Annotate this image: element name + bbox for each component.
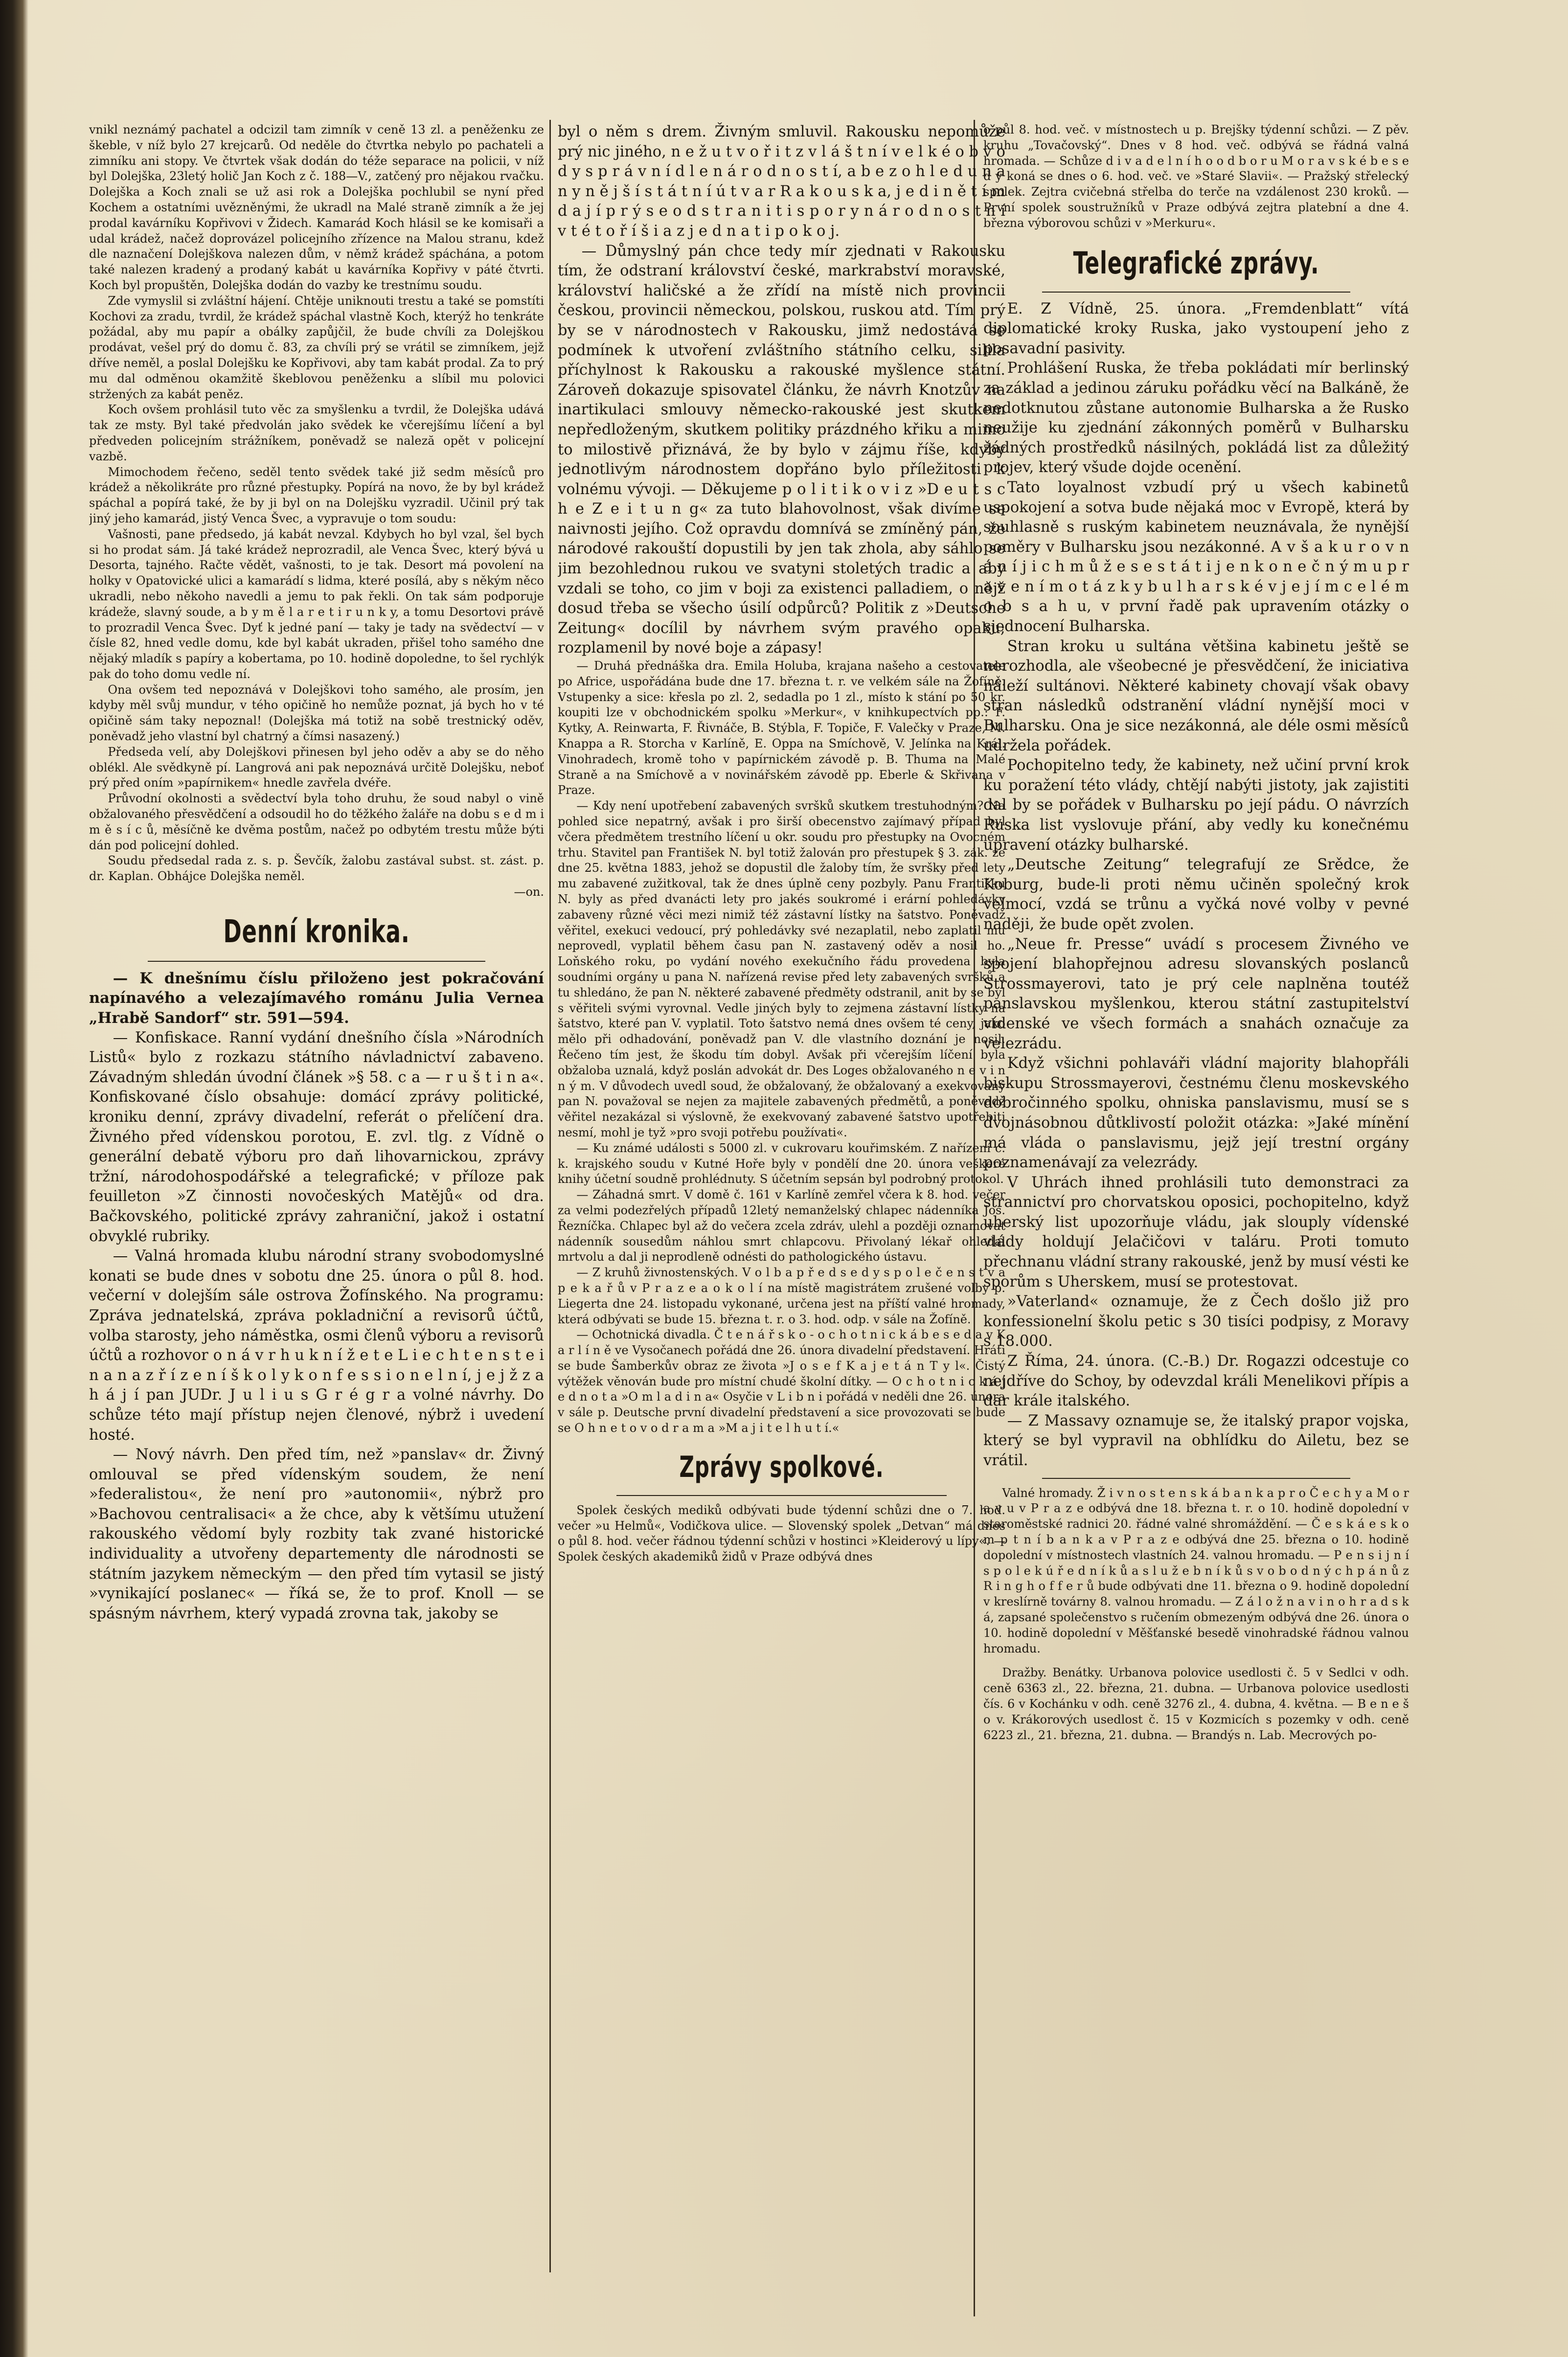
column-rule: [549, 120, 551, 2272]
announcements: [983, 1486, 1409, 1744]
news-item: Tato loyalnost vzbudí prý u všech kabinetů uspokojení a sotva bude nějaká moc v Evropě, která by souhlasně s ruským kabinetem neuznávala, že nynější poměry v Bulharsku jsou nezákonné. A v š a k u r o v n á n í j i c h m ů ž e s e s t á t i j e n k o n e č n ý m u p r a v e n í m o t á z k y b u l h a r s k é v j e j í m c e l é m o b s a h u, v první řadě pak upravením otázky o sjednocení Bulharska.: [983, 478, 1409, 635]
news-item: byl o něm s drem. Živným smluvil. Rakousku nepomůže prý nic jiného, n e ž u t v o ř i t z v l á š t n í v e l k é o b v o d y s p r á v n í d l e n á r o d n o s t í, a b e z o h l e d u n a n y n ě j š í s t á t n í ú t v a r R a k o u s k a, j e d i n ě t í m d a j í p r ý s e o d s t r a n i t i s p o r y n á r o d n o s t n í v t é t o ř í š i a z j e d n a t i p o k o j.: [558, 123, 1005, 240]
article-paragraph: Vašnosti, pane předsedo, já kabát nevzal. Kdybych ho byl vzal, šel bych si ho prodat sám. Já také krádež neprozradil, ale Venca Švec, který bývá u Desorta, tajného. Račte vědět, vašnosti, to je tak. Desort má povolení na holky v Opatovické ulici a kamarádí s lidma, které posílá, aby s někým něco ukradli, nebo někoho navedli a jemu to pak řekli. On tak sám podporuje krádeže, slavný soude, a b y m ě l a r e t i r u n k y, a tomu Desortovi právě to prozradil Venca Švec. Dyť k jedné paní — taky je tady na svědectví — v čísle 82, hned vedle domu, kde byl kabát ukraden, přišel toho samého dne nějaký mladík s papíry a kobertama, po 10. hodině dopoledne, to šel rychlýk pak do toho domu vedle ní.: [89, 527, 544, 681]
court-report: [89, 122, 544, 900]
author-signoff: —on.: [514, 885, 544, 899]
society-news-continuation: [983, 122, 1409, 231]
news-item: Valné hromady. Ž i v n o s t e n s k á b a n k a p r o Č e c h y a M o r a v u v P r a z e odbývá dne 18. března t. r. o 10. hodině dopolední v staroměstské radnici 20. řádné valné shromáždění. — Č e s k á e s k o m p t n í b a n k a v P r a z e odbývá dne 25. března o 10. hodině dopolední v místnostech vlastních 24. valnou hromadu. — P e n s i j n í s p o l e k ú ř e d n í k ů a s l u ž e b n í k ů s v o b o d n ý c h p á n ů z R i n g h o f f e r ů bude odbývati dne 11. března o 9. hodině dopolední v kreslírně továrny 8. valnou hromadu. — Z á l o ž n a v i n o h r a d s k á, zapsané společenstvo s ručením obmezeným odbývá dne 26. února o 10. hodině dopolední v Měšťanské besedě vinohradské řádnou valnou hromadu.: [983, 1486, 1409, 1655]
news-item: Prohlášení Ruska, že třeba pokládati mír berlinský za základ a jedinou záruku pořádku věcí na Balkáně, že nedotknutou zůstane autonomie Bulharska a že Rusko neužije ku zjednání zákonných poměrů v Bulharsku žádných prostředků násilných, pokládá list za důležitý projev, který všude dojde ocenění.: [983, 360, 1409, 476]
section-divider: [1042, 1478, 1350, 1479]
society-news: [558, 1503, 1005, 1565]
news-item: — Nový návrh. Den před tím, než »panslav« dr. Živný omlouval se před vídenským soudem, že není »federalistou«, že není pro »autonomii«, nýbrž pro »Bachovou centralisaci« a že chce, aby k většímu utužení rakouského vědomí byly rozbity tak zvané historické individuality a utvořeny departementy dle národnosti se státním jazykem německým — den před tím vytasil se jistý »vynikající poslanec« — říká se, že to prof. Knoll — se spásným návrhem, který vypadá zrovna tak, jakoby se: [89, 1446, 544, 1622]
politics-continuation: [558, 122, 1005, 658]
news-item: — Kdy není upotřebení zabavených svršků skutkem trestuhodným? Na pohled sice nepatrný, avšak i pro širší obecenstvo zajímavý případ byl včera předmětem trestního líčení u okr. soudu pro přestupky na Ovocném trhu. Stavitel pan František N. byl totiž žalován pro přestupek § 3. zák. ze dne 25. května 1883, jehož se dopustil dle žaloby tím, že svršky před lety mu zabavené zužitkoval, tak že dnes úplně ceny pozbyly. Panu Františku N. byly as před dvanácti lety pro jakés soukromé i erární pohledávky zabaveny různé věci mezi nimiž též zástavní lístky na šatstvo. Poněvadž věřitel, exekuci vedoucí, prý pohledávky své nezaplatil, nebo zaplatil mu neprovedl, vyplatil během času pan N. zastavený oděv a nosil ho. Loňského roku, po vydání nového exekučního řádu provedena byla soudními orgány u pana N. nařízená revise před lety zabavených svršků a tu shledáno, že pan N. některé zabavené předměty odstranil, anit by se byl s věřiteli svými vyrovnal. Vedle jiných byly to zejmena zástavní lístky na šatstvo, které pan V. vyplatil. Toto šatstvo nemá dnes ovšem té ceny, jako mělo při odhadování, poněvadž pan V. dle vlastního doznání je nosil. Řečeno tím jest, že škodu tím dobyl. Avšak při včerejším líčení byla obžaloba uznalá, když poslán advokát dr. Des Loges obžalovaného n e v i n n ý m. V důvodech uvedl soud, že obžalovaný, že obžalovaný a exekvovaný pan N. považoval se nejen za majitele zabavených předmětů, a poněvadž věřitel nezakázal si výslovně, že exekvovaný zabavené šatstvo upotřebiti nesmí, mohl je tyž »pro svoji potřebu používati«.: [558, 799, 1005, 1139]
section-divider: [148, 961, 485, 962]
section-heading-zpravy-spolkove: Zprávy spolkové.: [679, 1450, 884, 1484]
spacer: [983, 1656, 1409, 1665]
article-paragraph: Soudu předsedal rada z. s. p. Ševčík, žalobu zastával subst. st. zást. p. dr. Kaplan. Obhájce Dolejška neměl.: [89, 854, 544, 884]
article-paragraph: Koch ovšem prohlásil tuto věc za smyšlenku a tvrdil, že Dolejška udává tak ze msty. Byl také předvolán jako svědek ke včerejšímu líčení a byl předveden policejním strážníkem, poněvadž se naleză opět v policejní vazbě.: [89, 403, 544, 463]
news-item: »Vaterland« oznamuje, že z Čech došlo již pro konfessionelní školu petic s 30 tisíci podpisy, z Moravy s 18.000.: [983, 1293, 1409, 1350]
news-item: — Záhadná smrt. V domě č. 161 v Karlíně zemřel včera k 8. hod. večer za velmi podezřelých případů 12letý nemanželský chlapec nádenníka Jos. Řezníčka. Chlapec byl až do večera zcela zdráv, ulehl a později oznamovat nádenník sousedům náhlou smrt chlapcovu. Přivolaný lékař ohledal mrtvolu a dal ji neprodleně odnésti do pathologického ústavu.: [558, 1188, 1005, 1264]
news-item: Z Říma, 24. února. (C.-B.) Dr. Rogazzi odcestuje co nejdříve do Schoy, by odevzdal králi Menelikovi přípis a dar krále italského.: [983, 1353, 1409, 1410]
news-item: Spolek českých mediků odbývati bude týdenní schůzi dne o 7. hod. večer »u Helmů«, Vodičkova ulice. — Slovenský spolek „Detvan“ má dnes o půl 8. hod. večer řádnou týdenní schůzi v hostinci »Kleiderový u lípy«. — Spolek českých akademiků židů v Praze odbývá dnes: [558, 1503, 1005, 1564]
article-paragraph: Zde vymyslil si zvláštní hájení. Chtěje uniknouti trestu a také se pomstíti Kochovi za zradu, tvrdil, že krádež spáchal vlastně Koch, kterýž ho tenkráte požádal, aby mu papír a obálky zapůjčil, že bude chvíli za Dolejškou prodávat, vešel prý do domu č. 83, za chvíli prý se vrátil se zimníkem, jejž dříve neměl, a poslal Dolejšku ke Kopřivovi, aby tam kabát prodal. Za to prý mu dal odměnou okamžitě škeblovou peněženku a slíbil mu polovici stržených za kabát peněz.: [89, 294, 544, 401]
article-paragraph: vnikl neznámý pachatel a odcizil tam zimník v ceně 13 zl. a peněženku ze škeble, v níž bylo 27 krejcarů. Od neděle do čtvrtka nebylo po pachateli a zimníku ani stopy. Ve čtvrtek však dodán do téže separace na policii, v níž byl Dolejška, 23letý holič Jan Koch z č. 188—V., zatčený pro nějakou rvačku. Dolejška a Koch znali se už asi rok a Dolejška pochlubil se nyní před Kochem a ostatními uvězněnými, že ukradl na Malé straně zimník a že jej prodal kavárníku Kopřivovi v Židech. Kamarád Koch hlásil se ke komisaři a udal krádež, načež doprovázel policejního zřízence na Malou stranu, kdež dle naznačení Dolejškova nalezen dům, v němž krádež spáchána, a potom také nalezen kradený a prodaný kabát u kavárníka Kopřivy v páté čtvrti. Koch byl propuštěn, Dolejška dodán do vazby ke trestnímu soudu.: [89, 123, 544, 292]
section-heading-telegraficke-zpravy: Telegrafické zprávy.: [1073, 245, 1319, 281]
news-item: — Konfiskace. Ranní vydání dnešního čísla »Národních Listů« bylo z rozkazu státního návladnictví zabaveno. Závadným shledán úvodní článek »§ 58. c a — r u š t i n a«. Konfiskované číslo obsahuje: domácí zprávy politické, kroniku denní, zprávy divadelní, referát o přelíčení dra. Živného před vídenskou porotou, E. zvl. tlg. z Vídně o generální debatě výboru pro daň lihovarnickou, zprávy tržní, národohospodářské a telegrafické; v příloze pak feuilleton »Z činnosti novočeských Matějů« od dra. Bačkovského, politické zprávy zahraniční, jakož i ostatní obvyklé rubriky.: [89, 1029, 544, 1245]
section-divider: [616, 1495, 947, 1496]
section-divider: [1042, 292, 1350, 293]
column-3: [983, 122, 1409, 2314]
section-heading-denni-kronika: Denní kronika.: [223, 913, 410, 950]
news-item: E. Z Vídně, 25. února. „Fremdenblatt“ vítá diplomatické kroky Ruska, jako vystoupení jeho z posavadní pasivity.: [983, 300, 1409, 357]
news-item: Když všichni pohlaváři vládní majority blahopřáli biskupu Strossmayerovi, čestnému členu moskevského dobročinného spolku, ohniska panslavismu, musí se s dvojnásobnou důtklivostí položit otázka: »Jaké mínění má vláda o panslavismu, jejž její trestní orgány poznamenávají za velezrády.: [983, 1055, 1409, 1172]
telegraph-news: [983, 299, 1409, 1471]
news-item: — Ku známé události s 5000 zl. v cukrovaru kouřimském. Z nařízení c. k. krajského soudu v Kutné Hoře byly v pondělí dne 20. února veškeré knihy účetní soudně prohlédnuty. S účetním sepsán byl podrobný protokol.: [558, 1141, 1005, 1186]
column-2: [558, 122, 1005, 2338]
article-paragraph: Předseda velí, aby Dolejškovi přinesen byl jeho oděv a aby se do něho oblékl. Ale svědkyně pí. Langrová ani pak nepoznává určitě Dolejšku, neboť prý před oním »papírnikem« hnedle zavřela dvéře.: [89, 745, 544, 790]
article-paragraph: Průvodní okolnosti a svědectví byla toho druhu, že soud nabyl o vině obžalovaného přesvědčení a odsoudil ho do těžkého žaláře na dobu s e d m i m ě s í c ů, měsíčně ke dvěma postům, načež po odbytém trestu může býti dán pod policejní dohled.: [89, 792, 544, 852]
news-item: — Druhá přednáška dra. Emila Holuba, krajana našeho a cestovatele po Africe, uspořádána bude dne 17. března t. r. ve velkém sále na Žofíně. Vstupenky a sice: křesla po zl. 2, sedadla po 1 zl., místo k stání po 50 kr. koupiti lze v obchodnickém spolku »Merkur«, v knihkupectvích pp.: F. Kytky, A. Reinwarta, F. Řivnáče, B. Stýbla, F. Topiče, F. Valečky v Praze, M. Knappa a R. Storcha v Karlíně, E. Oppa na Smíchově, V. Jelínka na Král. Vinohradech, kromě toho v papírnickém závodě p. B. Thuma na Malé Straně a na Smíchově a v novinářském závodě pp. Eberle & Skřivana v Praze.: [558, 659, 1005, 797]
news-item: Pochopitelno tedy, že kabinety, než učiní první krok ku poražení této vlády, chtějí nabýti jistoty, jak zajistiti dal by se pořádek v Bulharsku po její pádu. O návrzích Ruska list vyslovuje přání, aby vedly ku konečnému upravení otázky bulharské.: [983, 757, 1409, 854]
daily-chronicle: [89, 969, 544, 1624]
news-item: „Deutsche Zeitung“ telegrafují ze Srědce, že Koburg, bude-li proti němu učiněn společný krok velmocí, vzdá se trůnu a vyčká nové volby v pevné naději, že bude opět zvolen.: [983, 856, 1409, 933]
news-item: — Valná hromada klubu národní strany svobodomyslné konati se bude dnes v sobotu dne 25. února o půl 8. hod. večerní v dolejším sále ostrova Žofínského. Na programu: Zpráva jednatelská, zpráva pokladniční a revisorů účtů, volba starosty, jeho náměstka, osmi členů výboru a revisorů účtů a rozhovor o n á v r h u k n í ž e t e L i e c h t e n s t e i n a n a z ř í z e n í š k o l y k o n f e s s i o n e l n í, j e j ž z a h á j í pan JUDr. J u l i u s G r é g r a volné návrhy. Do schůze této mají přístup nejen členové, nýbrž i uvedení hosté.: [89, 1247, 544, 1444]
news-item: „Neue fr. Presse“ uvádí s procesem Živného ve spojení blahopřejnou adresu slovanských poslanců Strossmayerovi, tato je prý cele naplněna toutéž panslavskou myšlenkou, kterou státní zastupitelství vídenské ve všech formách a snahách označuje za velezrádu.: [983, 935, 1409, 1052]
news-item: — K dnešnímu číslu přiloženo jest pokračování napínavého a velezajímavého románu Julia Vernea „Hrabě Sandorf“ str. 591—594.: [89, 969, 544, 1027]
column-1: [89, 122, 544, 2275]
news-item: Dražby. Benátky. Urbanova polovice usedlosti č. 5 v Sedlci v odh. ceně 6363 zl., 22. března, 21. dubna. — Urbanova polovice usedlosti čís. 6 v Kochánku v odh. ceně 3276 zl., 4. dubna, 4. května. — B e n e š o v. Krákorových usedlost č. 15 v Kozmicích s pozemky v odh. ceně 6223 zl., 21. března, 21. dubna. — Brandýs n. Lab. Mecrových po-: [983, 1666, 1409, 1742]
news-item: V Uhrách ihned prohlásili tuto demonstraci za strannictví pro chorvatskou oposici, pochopitelno, když uherský list upozorňuje vládu, jak slouply vídenské vlády holdují Jelačičovi v taláru. Proti tomuto přechnanu vládní strany rakouské, jenž by musí vésti ke sporům s Uherskem, musí se protestovat.: [983, 1174, 1409, 1291]
news-item: — Z kruhů živnostenských. V o l b a p ř e d s e d y s p o l e č e n s t v a p e k a ř ů v P r a z e a o k o l í na místě magistrátem zrušené volby p. Liegerta dne 24. listopadu vykonané, určena jest na příští valné hromady, která odbývati se bude 15. března t. r. o 3. hod. odp. v sále na Žofíně.: [558, 1266, 1005, 1326]
news-item: — Důmyslný pán chce tedy mír zjednati v Rakousku tím, že odstraní království české, markrabství moravské, království haličské a že zřídí na místě nich provincii českou, provincii německou, polskou, ruskou atd. Tím prý by se v národnostech v Rakousku, jimž nedostává se podmínek k utvoření zvláštního státního celku, silila příchylnost k Rakousku a rakouské myšlence státní. Zároveň dokazuje spisovatel článku, že návrh Knotzův na inartikulaci smlouvy německo-rakouské jest skutkem nepředloženým, skutkem politiky prázdného křiku a mimo to milostivě přiznává, že by bylo v zájmu říše, kdyby jednotlivým národnostem dopřáno bylo příležitosti k volnému vývoji. — Děkujeme p o l i t i k o v i z »D e u t s c h e Z e i t u n g« za tuto blahovolnost, však divíme se naivnosti jejího. Což opravdu domnívá se zmíněný pán, že národové rakouští dopustili by jen tak zhola, aby sáhlo se jim bezohlednou rukou ve svatyni stoletých tradic a aby vzdali se toho, co jim v boji za existenci palladiem, o nějž dosud třeba se všecho úsilí odpůrců? Politik z »Deutsche Zeitung« docílil by návrhem svým pravého opaku; rozplamenil by nové boje a zápasy!: [558, 242, 1005, 657]
article-paragraph: Mimochodem řečeno, seděl tento svědek také již sedm měsíců pro krádež a několikráte pro různé přestupky. Popírá na novo, že by byl krádež spáchal a popírá také, že by ji byl on na Dolejšku vyzradil. Učinil prý tak jiný jeho kamarád, jistý Venca Švec, a vypravuje o tom soudu:: [89, 465, 544, 525]
binding-edge: [0, 0, 28, 2357]
article-paragraph: Ona ovšem ted nepoznává v Dolejškovi toho samého, ale prosím, jen kdyby měl svůj mundur, v tého opičině ho nemůže poznat, já bych ho v té opičině sám taky nepoznal! (Dolejška má totiž na sobě trestnický oděv, poněvadž jeho vlastní byl chatrný a čímsi nasazený.): [89, 682, 544, 744]
local-news: [558, 658, 1005, 1436]
news-item: o půl 8. hod. več. v místnostech u p. Brejšky týdenní schůzi. — Z pěv. kruhu „Tovačovský“. Dnes v 8 hod. več. odbývá se řádná valná hromada. — Schůze d i v a d e l n í h o o d b o r u M o r a v s k é b e s e d y koná se dnes o 6. hod. več. ve »Staré Slavii«. — Pražský střelecký spolek. Zejtra cvičebná střelba do terče na vzdálenost 230 kroků. — První spolek soustružníků v Praze odbývá zejtra platební a dne 4. března výborovou schůzi v »Merkuru«.: [983, 123, 1409, 230]
news-item: — Z Massavy oznamuje se, že italský prapor vojska, který se byl vypravil na obhlídku do Ailetu, bez se vrátil.: [983, 1412, 1409, 1470]
news-item: — Ochotnická divadla. Č t e n á ř s k o - o c h o t n i c k á b e s e d a v K a r l í n ě ve Vysočanech pořádá dne 26. února divadelní představení. Hráti se bude Šamberkův obraz ze života »J o s e f K a j e t á n T y l«. Čistý výtěžek věnován bude pro místní chudé školní dítky. — O c h o t n i c k á j e d n o t a »O m l a d i n a« Osyčie v L i b n i pořádá v neděli dne 26. února v sále p. Deutsche první divadelní představení a sice provozovati se bude se O h n e t o v o d r a m a »M a j i t e l h u t í.«: [558, 1328, 1005, 1435]
news-item: Stran kroku u sultána většina kabinetu ještě se nerozhodla, ale všeobecné je přesvědčení, že iniciativa náleží sultánovi. Některé kabinety chovají však obavy stran následků odstranění vládní nynější moci v Bulharsku. Ona je sice nezákonná, ale déle osmi měsíců udržela pořádek.: [983, 637, 1409, 754]
